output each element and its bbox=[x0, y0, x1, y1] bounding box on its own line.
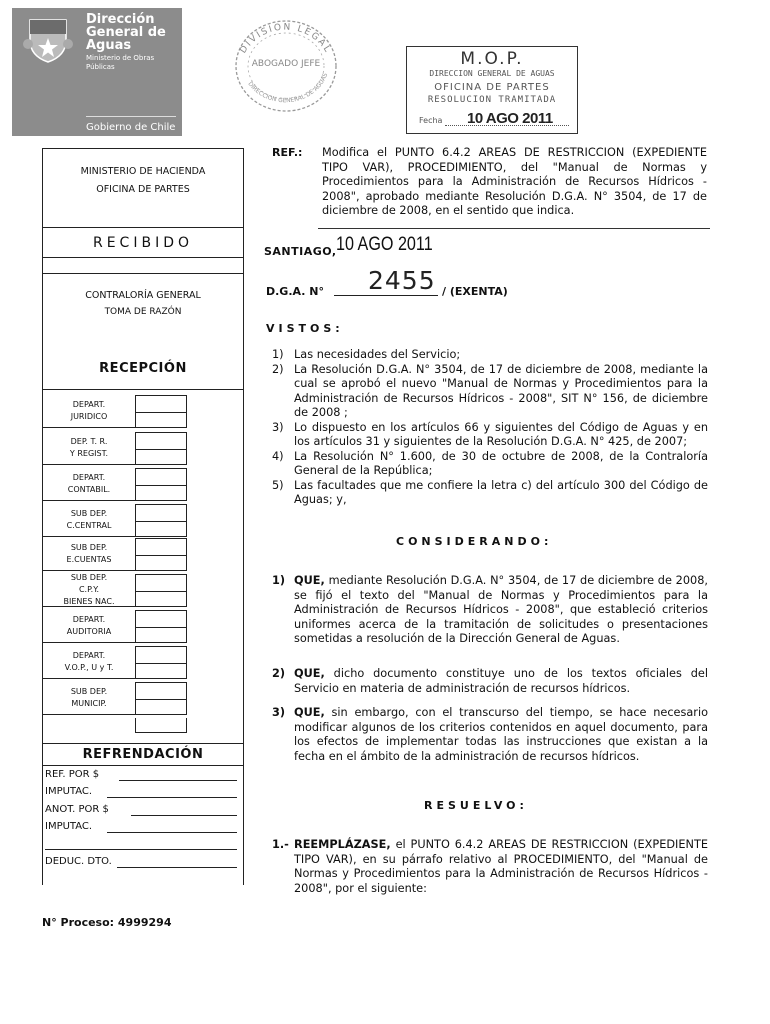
department-label-line: V.O.P., U y T. bbox=[64, 663, 114, 672]
resuelvo-item-number: 1.- bbox=[272, 838, 289, 851]
logo-line-2: General de bbox=[86, 25, 166, 40]
vistos-item bbox=[272, 450, 708, 479]
department-row bbox=[43, 468, 243, 502]
department-date-cell bbox=[135, 448, 187, 465]
divider bbox=[43, 389, 243, 390]
resuelvo-item-1 bbox=[272, 838, 708, 896]
department-label-line: DEPART. bbox=[72, 473, 106, 482]
recepcion-heading: RECEPCIÓN bbox=[99, 361, 187, 376]
department-label-line: DEPART. bbox=[72, 651, 106, 660]
logo-line-1: Dirección bbox=[86, 12, 155, 27]
department-box bbox=[43, 646, 136, 679]
vistos-item-text: Las necesidades del Servicio; bbox=[294, 348, 461, 361]
resuelvo-item-lead: REEMPLÁZASE, bbox=[294, 838, 391, 851]
department-row bbox=[43, 395, 243, 429]
santiago-date-stamp: 10 AGO 2011 bbox=[336, 234, 433, 255]
considerando-item-text: dicho documento constituye uno de los textos oficiales del Servicio en materia de administración de recursos hídricos. bbox=[294, 667, 708, 695]
mop-title: M.O.P. bbox=[460, 49, 524, 69]
department-row bbox=[43, 610, 243, 644]
mop-line-2: OFICINA DE PARTES bbox=[434, 82, 550, 93]
department-box bbox=[43, 538, 136, 571]
divider bbox=[43, 743, 243, 744]
department-date-cell bbox=[135, 590, 187, 607]
department-box bbox=[43, 574, 136, 607]
recibido-label: RECIBIDO bbox=[92, 235, 193, 251]
considerando-item-body bbox=[272, 574, 708, 647]
vistos-item-text: La Resolución N° 1.600, de 30 de octubre de 2008, de la Contraloría General de la República; bbox=[294, 449, 708, 477]
mop-line-1: DIRECCION GENERAL DE AGUAS bbox=[429, 69, 555, 78]
refrendacion-heading: REFRENDACIÓN bbox=[82, 747, 204, 762]
department-label-line: Y REGIST. bbox=[69, 449, 109, 458]
considerando-item-number: 1) bbox=[272, 574, 286, 587]
mop-fecha-label: Fecha bbox=[419, 116, 443, 125]
exenta-label: / (EXENTA) bbox=[442, 285, 508, 298]
department-box bbox=[43, 432, 136, 465]
department-label-line: C.P.Y. bbox=[78, 585, 100, 594]
considerando-item-lead: QUE, bbox=[294, 574, 325, 587]
ref-por-line bbox=[119, 780, 237, 781]
considerando-item-body bbox=[272, 667, 708, 696]
department-box bbox=[43, 468, 136, 501]
vistos-item-number: 2) bbox=[272, 362, 284, 376]
logo-footer: Gobierno de Chile bbox=[86, 122, 176, 133]
resuelvo-item-text: el PUNTO 6.4.2 AREAS DE RESTRICCION (EXPEDIENTE TIPO VAR), en su párrafo relativo al PROCEDIMIENTO, del "Manual de Normas y Procedimientos para la Administración de Recursos Hídricos - 2008", por el siguiente: bbox=[294, 838, 708, 895]
vistos-list bbox=[272, 348, 708, 508]
oficina-label: OFICINA DE PARTES bbox=[96, 184, 190, 195]
considerando-item-number: 3) bbox=[272, 706, 286, 719]
department-label-line: DEP. T. R. bbox=[70, 437, 108, 446]
considerando-item-lead: QUE, bbox=[294, 706, 325, 719]
department-label-line: SUB DEP. bbox=[70, 573, 108, 582]
santiago-label: SANTIAGO, bbox=[264, 245, 337, 258]
imputac-2-label: IMPUTAC. bbox=[45, 821, 93, 832]
department-label-line: SUB DEP. bbox=[70, 509, 108, 518]
mop-line-3: RESOLUCION TRAMITADA bbox=[427, 95, 557, 105]
vistos-item-text: Lo dispuesto en los artículos 66 y siguientes del Código de Aguas y en los artículos 31 y siguientes de la Resolución D.G.A. N° 425, de 2007; bbox=[294, 420, 708, 448]
hacienda-reception-box bbox=[42, 148, 244, 885]
department-label-line: DEPART. bbox=[72, 400, 106, 409]
logo-divider bbox=[86, 116, 176, 117]
stamp-bottom-text: DIRECCION GENERAL DE AGUAS bbox=[246, 72, 330, 105]
vistos-heading: VISTOS: bbox=[266, 322, 344, 335]
logo-ministry-2: Públicas bbox=[86, 63, 115, 71]
department-date-cell bbox=[135, 626, 187, 643]
vistos-item-text: La Resolución D.G.A. N° 3504, de 17 de diciembre de 2008, mediante la cual se aprobó el nuevo "Manual de Normas y Procedimientos para la Administración de Recursos Hídricos - 2008", SIT N° 156, de diciembre de 2008 ; bbox=[294, 362, 708, 419]
department-date-cell bbox=[135, 554, 187, 571]
department-box bbox=[43, 504, 136, 537]
ministerio-label: MINISTERIO DE HACIENDA bbox=[80, 166, 206, 177]
considerando-item-lead: QUE, bbox=[294, 667, 325, 680]
considerando-item-body bbox=[272, 706, 708, 764]
contraloria-label: CONTRALORÍA GENERAL bbox=[85, 290, 201, 301]
resuelvo-heading: RESUELVO: bbox=[424, 799, 528, 812]
department-date-cell bbox=[135, 698, 187, 715]
department-date-cell bbox=[135, 484, 187, 501]
department-date-cell bbox=[135, 411, 187, 428]
department-label-line: BIENES NAC. bbox=[63, 597, 115, 606]
deduc-dto-label: DEDUC. DTO. bbox=[45, 856, 112, 867]
stamp-middle-text: ABOGADO JEFE bbox=[251, 59, 321, 69]
department-row bbox=[43, 538, 243, 572]
department-label-line: MUNICIP. bbox=[71, 699, 107, 708]
logo-line-3: Aguas bbox=[86, 38, 132, 53]
divider bbox=[43, 257, 243, 258]
department-date-cell bbox=[135, 520, 187, 537]
department-label-line: SUB DEP. bbox=[70, 543, 108, 552]
department-label-line: C.CENTRAL bbox=[66, 521, 112, 530]
department-row bbox=[43, 682, 243, 716]
ref-underline bbox=[318, 228, 710, 229]
anot-por-label: ANOT. POR $ bbox=[45, 804, 109, 815]
vistos-item-number: 1) bbox=[272, 348, 284, 361]
vistos-item-number: 4) bbox=[272, 449, 284, 463]
dga-number-label: D.G.A. N° bbox=[266, 285, 324, 298]
imputac-2-line bbox=[107, 832, 237, 833]
department-box bbox=[43, 610, 136, 643]
department-label-line: JURIDICO bbox=[70, 412, 108, 421]
divider bbox=[43, 227, 243, 228]
divider bbox=[43, 765, 243, 766]
blank-line bbox=[45, 849, 237, 850]
resuelvo-item-body bbox=[272, 838, 708, 896]
vistos-item bbox=[272, 479, 708, 508]
vistos-item bbox=[272, 363, 708, 421]
ref-por-label: REF. POR $ bbox=[45, 769, 100, 780]
logo-ministry-1: Ministerio de Obras bbox=[86, 54, 155, 62]
dga-logo bbox=[12, 8, 182, 136]
considerando-item-3 bbox=[272, 706, 708, 764]
ref-label: REF.: bbox=[272, 146, 303, 159]
dga-number-stamp: 2455 bbox=[368, 266, 436, 295]
dga-number-line bbox=[334, 295, 438, 296]
considerando-item-1 bbox=[272, 574, 708, 647]
considerando-item-text: sin embargo, con el transcurso del tiempo, se hace necesario modificar algunos de los criterios contenidos en aquel documento, para los efectos de implementar todas las instrucciones que existan a la fecha en el ámbito de la administración de recursos hídricos. bbox=[294, 706, 708, 763]
mop-received-stamp bbox=[406, 46, 578, 134]
ref-text: Modifica el PUNTO 6.4.2 AREAS DE RESTRICCION (EXPEDIENTE TIPO VAR), PROCEDIMIENTO, del "Manual de Normas y Procedimientos para la Administración de Recursos Hídricos - 2008", aprobado mediante Resolución D.G.A. N° 3504, de 17 de diciembre de 2008, en el sentido que indica. bbox=[322, 146, 707, 217]
department-row bbox=[43, 432, 243, 466]
vistos-item-number: 5) bbox=[272, 478, 284, 492]
vistos-item bbox=[272, 348, 708, 363]
toma-razon-label: TOMA DE RAZÓN bbox=[104, 307, 182, 317]
deduc-dto-line bbox=[117, 867, 237, 868]
proceso-number: N° Proceso: 4999294 bbox=[42, 916, 172, 929]
division-legal-stamp bbox=[226, 14, 344, 114]
imputac-line bbox=[107, 797, 237, 798]
mop-fecha-value: 10 AGO 2011 bbox=[467, 110, 553, 127]
department-label-line: DEPART. bbox=[72, 615, 106, 624]
considerando-item-number: 2) bbox=[272, 667, 286, 680]
imputac-label: IMPUTAC. bbox=[45, 786, 93, 797]
considerando-item-2 bbox=[272, 667, 708, 696]
department-label-line: SUB DEP. bbox=[70, 687, 108, 696]
vistos-item-text: Las facultades que me confiere la letra c) del artículo 300 del Código de Aguas; y, bbox=[294, 478, 708, 506]
department-box bbox=[43, 395, 136, 428]
divider bbox=[43, 273, 243, 274]
vistos-item bbox=[272, 421, 708, 450]
department-label-line: E.CUENTAS bbox=[66, 555, 112, 564]
department-label-line: CONTABIL. bbox=[67, 485, 111, 494]
chile-coat-of-arms-icon bbox=[22, 14, 74, 64]
vistos-item-number: 3) bbox=[272, 420, 284, 434]
department-box bbox=[43, 682, 136, 715]
department-row bbox=[43, 504, 243, 538]
department-label-line: AUDITORIA bbox=[66, 627, 112, 636]
department-row bbox=[43, 574, 243, 608]
department-date-cell bbox=[135, 662, 187, 679]
considerando-heading: CONSIDERANDO: bbox=[396, 535, 553, 548]
department-row bbox=[43, 646, 243, 680]
considerando-item-text: mediante Resolución D.G.A. N° 3504, de 17 de diciembre de 2008, se fijó el texto del "Manual de Normas y Procedimientos para la Administración de Recursos Hídricos - 2008", que estableció criterios uniformes acerca de la tramitación de solicitudes o presentaciones sometidas a resolución de la Dirección General de Aguas. bbox=[294, 574, 709, 645]
extra-cell bbox=[135, 718, 187, 733]
stamp-top-text: DIVISION LEGAL bbox=[238, 22, 333, 56]
anot-por-line bbox=[131, 815, 237, 816]
